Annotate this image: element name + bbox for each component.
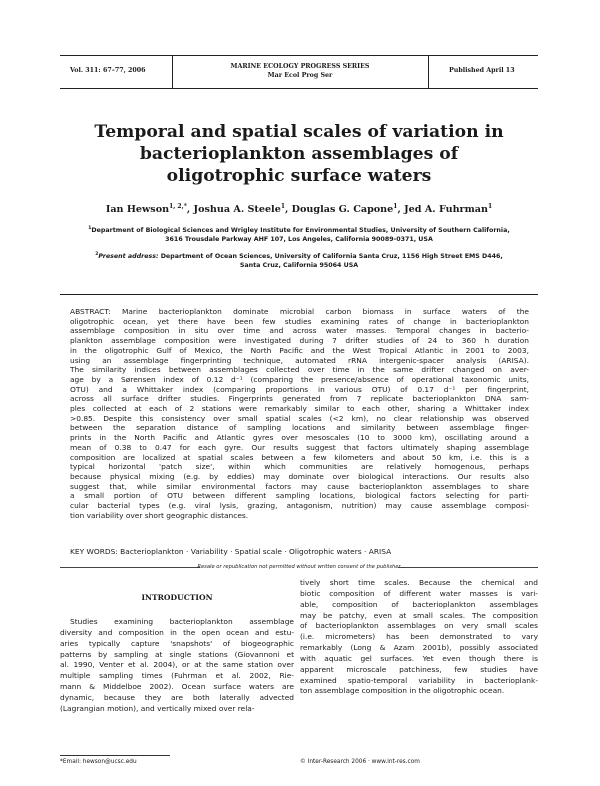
author-name: , Jed A. Fuhrman [397,204,488,216]
author-affiliation-marker: 1 [487,203,493,210]
body-line: multiple sampling times (Fuhrman et al. 2002, Rie- [60,671,294,681]
abstract-line: The similarity indices between assemblages collected over time in the same drifter changed on aver- [70,365,529,375]
body-line: patterns by sampling at single stations (Giovannoni et [60,649,294,659]
body-line: (Lagrangian motion), and vertically mixed over rela- [60,703,255,713]
abstract-line: typical horizontal 'patch size', within which communities are relatively homogenous, perhaps [70,462,529,472]
journal-name: MARINE ECOLOGY PROGRESS SERIES [230,63,370,70]
title-line: Temporal and spatial scales of variation in [94,122,504,142]
volume-info: Vol. 311: 67–77, 2006 [70,67,146,74]
copyright: © Inter-Research 2006 · www.int-res.com [300,759,420,765]
body-line: tively short time scales. Because the chemical and [300,578,538,587]
abstract-line: mean of 0.38 to 0.47 for each gyre. Our results suggest that factors ultimately shaping assemblage [70,442,529,452]
abstract-line: between the separation distance of sampling locations and similarity between assemblage finger- [70,423,529,433]
affiliation-text: Santa Cruz, California 95064 USA [239,262,359,270]
footnote-rule [60,755,170,756]
author-name: Ian Hewson [105,204,170,216]
abstract-line: suggest that, while similar environmental factors may cause bacterioplankton assemblages to share [70,481,529,491]
abstract-line: ples collected at each of 2 stations were remarkably similar to each other, sharing a Whittaker index [70,404,529,414]
body-line: may be patchy, even at small scales. The composition [300,610,538,620]
author-affiliation-marker: 1 [280,203,285,210]
affiliation-text: 3616 Trousdale Parkway AHF 107, Los Angeles, California 90089-0371, USA [165,236,433,244]
abstract-line: in the oligotrophic Gulf of Mexico, the North Pacific and the West Tropical Atlantic in 2001 to 2003, [70,345,529,355]
abstract-line: >0.85. Despite this consistency over small spatial scales (<2 km), no clear relationship was observed [70,413,529,423]
author-affiliation-marker: 1, 2, [169,203,184,210]
header-top-rule [60,55,538,56]
body-line: (i.e. micrometers) has been demonstrated to vary [300,632,538,642]
abstract-line: a small portion of OTU between different sampling locations, biological factors selecting for parti- [70,491,529,501]
affiliation-marker: 2 [95,252,99,257]
affiliation-1 [66,224,532,244]
body-line: aries typically capture 'snapshots' of biogeographic [60,638,294,648]
body-line: of bacterioplankton assemblages on very small scales [300,621,538,631]
body-line: with aquatic gel surfaces. Yet even though there is [300,653,538,663]
title-line: oligotrophic surface waters [166,166,432,186]
body-line: biotic composition of different water masses is vari- [300,588,538,598]
header-bottom-rule [60,88,538,89]
abstract-line: using an assemblage fingerprinting technique, automated rRNA intergenic-spacer analysis (ARISA). [70,355,529,365]
published-date: Published April 13 [449,67,515,74]
body-right-column [300,578,538,697]
body-line: mann & Middelboe 2002). Ocean surface waters are [60,682,294,692]
abstract-line: ABSTRACT: Marine bacterioplankton dominate microbial carbon biomass in surface waters of the [70,307,529,316]
author-affiliation-marker: 1 [393,203,398,210]
affiliation-text: Department of Biological Sciences and Wrigley Institute for Environmental Studies, University of Southern California, [91,227,510,235]
abstract-line: prints in the North Pacific and Atlantic gyres over mesoscales (10 to 3000 km), oscillating around a [70,433,529,443]
affiliation-marker: 1 [88,226,92,231]
body-line: examined spatio-temporal variability in bacterioplank- [300,675,538,685]
author-name: , Joshua A. Steele [186,204,281,216]
resale-rule-right [398,567,538,568]
body-line: remarkably (Long & Azam 2001b), possibly associated [300,643,538,653]
author-name: , Douglas G. Capone [285,204,394,216]
abstract-line: OTU) and a Whittaker index (comparing proportions in various OTU) of 0.17 d⁻¹ per fingerprint, [70,384,529,394]
body-line: Studies examining bacterioplankton assemblage [70,617,294,626]
corresponding-author-marker: * [183,203,187,210]
abstract [70,307,529,520]
footnote-email: *Email: hewson@ucsc.edu [60,759,137,765]
abstract-line: cular bacterial types (e.g. viral lysis, grazing, antagonism, nutrition) may cause assemblage composi- [70,501,529,511]
author-list [60,203,538,215]
abstract-top-rule [60,294,538,295]
body-line: ton assemblage composition in the oligotrophic ocean. [300,686,505,696]
affiliation-text: Department of Ocean Sciences, University of California Santa Cruz, 1156 High Street EMS D446, [158,253,503,261]
body-left-column [60,617,294,715]
paper-title [60,121,538,187]
body-line: diversity and composition in the open ocean and estu- [60,627,294,637]
present-address-label: Present address: [98,253,159,261]
resale-notice: Resale or republication not permitted without written consent of the publisher [197,564,401,570]
abstract-line: age by a Sørensen index of 0.12 d⁻¹ (comparing the presence/absence of operational taxonomic units, [70,374,529,384]
body-line: dynamic, because they are both laterally advected [60,692,294,702]
header-separator-left [172,55,173,88]
body-line: able, composition of bacterioplankton assemblages [300,599,538,609]
title-line: bacterioplankton assemblages of [139,144,459,164]
abstract-line: because physical mixing (e.g. by eddies) may dominate over biological interactions. Our results also [70,471,529,481]
body-line: al. 1990, Venter et al. 2004), or at the same station over [60,660,294,670]
journal-header [190,62,410,80]
abstract-line: tion variability over short geographic distances. [70,510,249,520]
abstract-line: across all surface drifter studies. Fingerprints generated from 7 replicate bacterioplankton DNA sam- [70,394,529,404]
abstract-line: plankton assemblage composition were investigated during 7 drifter studies of 24 to 360 h duration [70,336,529,346]
affiliation-2 [66,250,532,270]
journal-abbreviation: Mar Ecol Prog Ser [267,72,333,79]
abstract-line: assemblage composition in situ over time and across water masses. Temporal changes in bacterio- [70,326,529,336]
body-line: apparent microscale patchiness, few studies have [300,664,538,674]
keywords: KEY WORDS: Bacterioplankton · Variability · Spatial scale · Oligotrophic waters · ARISA [70,547,392,556]
header-separator-right [428,55,429,88]
introduction-heading: INTRODUCTION [141,593,213,602]
abstract-line: composition are localized at spatial scales between a few kilometers and about 50 km, i.e. this is a [70,452,529,462]
abstract-line: oligotrophic ocean, yet there have been few studies examining rates of change in bacterioplankton [70,316,529,326]
